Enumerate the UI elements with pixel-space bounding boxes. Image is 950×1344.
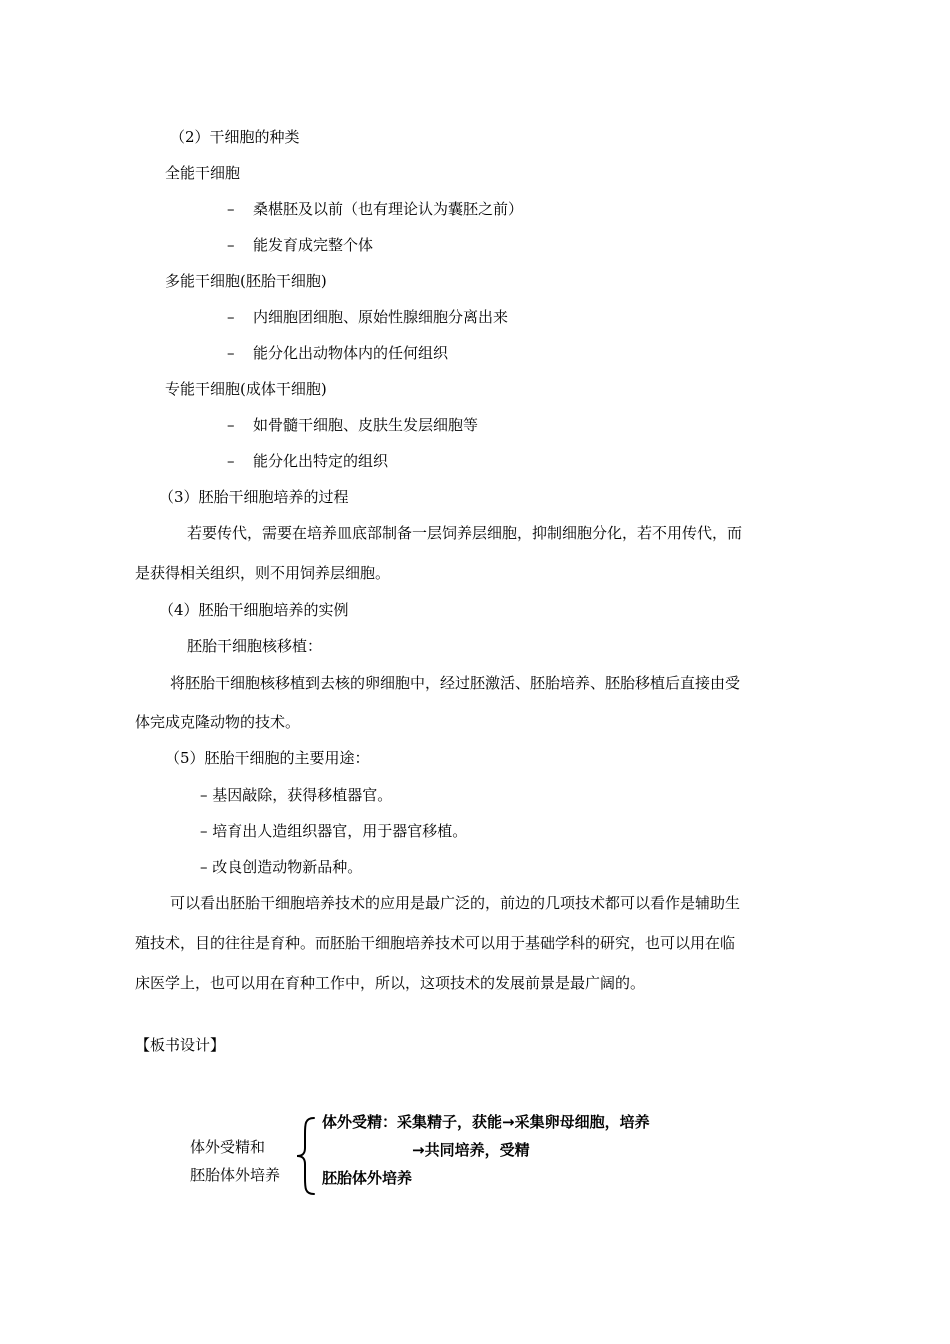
use-item-3: – 改良创造动物新品种。 <box>200 858 363 876</box>
pluripotent-point-2 <box>227 343 448 363</box>
pluripotent-title: 多能干细胞(胚胎干细胞) <box>165 272 327 290</box>
types-heading: （2）干细胞的种类 <box>170 128 300 146</box>
summary-para-line-2: 殖技术，目的往往是育种。而胚胎干细胞培养技术可以用于基础学科的研究，也可以用在临 <box>135 934 736 952</box>
dash-mark: – <box>227 308 235 326</box>
unipotent-point-1 <box>227 415 478 435</box>
board-right-line-2: →共同培养，受精 <box>412 1141 530 1159</box>
board-right-line-3: 胚胎体外培养 <box>322 1169 413 1187</box>
point-text: 能发育成完整个体 <box>253 236 374 254</box>
example-para-line-2: 体完成克隆动物的技术。 <box>135 713 301 731</box>
dash-mark: – <box>227 344 235 362</box>
uses-heading: （5）胚胎干细胞的主要用途： <box>165 749 370 767</box>
dash-mark: – <box>227 200 235 218</box>
culture-para-line-2: 是获得相关组织，则不用饲养层细胞。 <box>135 564 391 582</box>
board-left-line-2: 胚胎体外培养 <box>190 1166 281 1184</box>
totipotent-title: 全能干细胞 <box>165 164 241 182</box>
use-item-2: – 培育出人造组织器官，用于器官移植。 <box>200 822 468 840</box>
unipotent-title: 专能干细胞(成体干细胞) <box>165 380 327 398</box>
pluripotent-point-1 <box>227 307 508 327</box>
brace-icon <box>294 1116 320 1196</box>
point-text: 桑椹胚及以前（也有理论认为囊胚之前） <box>253 200 524 218</box>
example-subheading: 胚胎干细胞核移植： <box>187 637 323 655</box>
culture-para-line-1: 若要传代，需要在培养皿底部制备一层饲养层细胞，抑制细胞分化，若不用传代，而 <box>187 524 743 542</box>
example-heading: （4）胚胎干细胞培养的实例 <box>159 601 349 619</box>
point-text: 如骨髓干细胞、皮肤生发层细胞等 <box>253 416 479 434</box>
culture-heading: （3）胚胎干细胞培养的过程 <box>159 488 349 506</box>
point-text: 能分化出动物体内的任何组织 <box>253 344 449 362</box>
dash-mark: – <box>227 452 235 470</box>
totipotent-point-1 <box>227 199 523 219</box>
point-text: 内细胞团细胞、原始性腺细胞分离出来 <box>253 308 509 326</box>
use-item-1: – 基因敲除，获得移植器官。 <box>200 786 393 804</box>
board-right-line-1: 体外受精：采集精子，获能→采集卵母细胞，培养 <box>322 1113 650 1131</box>
totipotent-point-2 <box>227 235 373 255</box>
dash-mark: – <box>227 416 235 434</box>
dash-mark: – <box>227 236 235 254</box>
summary-para-line-1: 可以看出胚胎干细胞培养技术的应用是最广泛的，前边的几项技术都可以看作是辅助生 <box>170 894 741 912</box>
unipotent-point-2 <box>227 451 388 471</box>
example-para-line-1: 将胚胎干细胞核移植到去核的卵细胞中，经过胚激活、胚胎培养、胚胎移植后直接由受 <box>170 674 741 692</box>
board-heading: 【板书设计】 <box>135 1036 226 1054</box>
point-text: 能分化出特定的组织 <box>253 452 389 470</box>
board-left-line-1: 体外受精和 <box>190 1138 266 1156</box>
summary-para-line-3: 床医学上，也可以用在育种工作中，所以，这项技术的发展前景是最广阔的。 <box>135 974 646 992</box>
